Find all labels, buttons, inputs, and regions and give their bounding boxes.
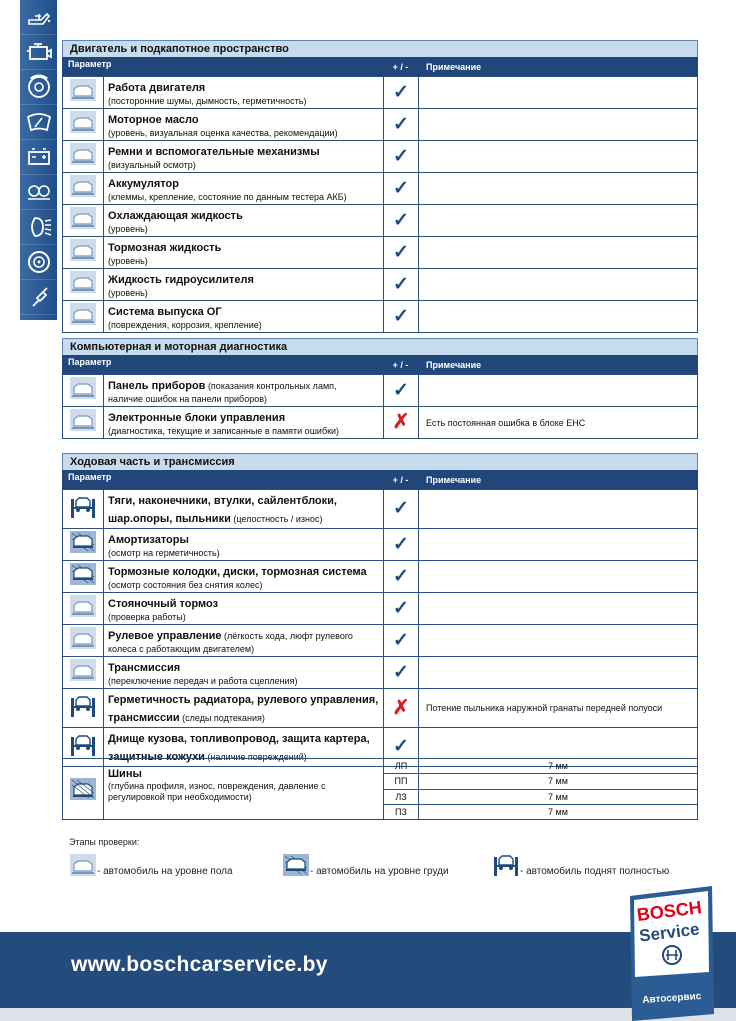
tire-position: ЛП <box>384 759 419 773</box>
cross-icon: ✗ <box>392 696 410 719</box>
tire-position: ПП <box>384 774 419 788</box>
legend-title: Этапы проверки: <box>69 837 140 847</box>
table-row <box>63 689 698 728</box>
level-floor-icon <box>63 407 104 439</box>
tire-level-icon <box>63 759 104 819</box>
level-floor-icon <box>63 625 104 657</box>
sidebar-oil-can-icon[interactable] <box>20 0 57 35</box>
spark-plug-icon <box>25 284 53 310</box>
section-title: Компьютерная и моторная диагностика <box>62 338 698 355</box>
checkmark-icon: ✓ <box>393 498 409 519</box>
col-note: Примечание <box>426 360 482 370</box>
note-cell <box>419 109 698 141</box>
param-name: Панель приборов <box>108 380 206 392</box>
sidebar-windshield-icon[interactable] <box>20 105 57 140</box>
sidebar-steering-icon[interactable] <box>20 175 57 210</box>
col-param: Параметр <box>68 357 112 367</box>
level-floor-icon <box>63 141 104 173</box>
col-status: + / - <box>392 62 409 72</box>
param-name: Тяги, наконечники, втулки, сайлентблоки, шар.опоры, пыльники <box>108 495 337 525</box>
col-param: Параметр <box>68 472 112 482</box>
param-name: Герметичность радиатора, рулевого управления, трансмиссии <box>108 694 379 724</box>
status-cell <box>384 529 419 561</box>
param-name: Трансмиссия <box>108 662 181 674</box>
checkmark-icon: ✓ <box>393 661 409 683</box>
checkmark-icon: ✓ <box>393 177 409 199</box>
table-row <box>63 625 698 657</box>
param-inline: (показания контрольных ламп, <box>205 381 337 391</box>
checkmark-icon: ✓ <box>393 629 409 651</box>
status-cell <box>384 561 419 593</box>
note-cell: Есть постоянная ошибка в блоке EHC <box>419 407 698 439</box>
param-desc: (посторонние шумы, дымность, герметичность) <box>108 96 307 106</box>
note-cell <box>419 375 698 407</box>
param-name: Стояночный тормоз <box>108 598 219 610</box>
windshield-icon <box>25 109 53 135</box>
table-row <box>63 301 698 333</box>
param-desc: (переключение передач и работа сцепления) <box>108 676 298 686</box>
section-title: Двигатель и подкапотное пространство <box>62 40 698 57</box>
logo-bosch-text: BOSCH <box>635 897 703 925</box>
legend-chest-label: - автомобиль на уровне груди <box>310 866 449 877</box>
param-desc: (осмотр на герметичность) <box>108 548 220 558</box>
logo-subtitle: Автосервис <box>641 990 702 1007</box>
section-2 <box>62 453 698 767</box>
param-desc: (уровень) <box>108 256 148 266</box>
table-row <box>63 205 698 237</box>
checkmark-icon: ✓ <box>393 379 409 401</box>
sidebar-spark-plug-icon[interactable] <box>20 280 57 315</box>
note-cell <box>419 237 698 269</box>
status-cell <box>384 407 419 439</box>
checkmark-icon: ✓ <box>393 209 409 231</box>
headlight-icon <box>25 214 53 240</box>
legend-floor-label: - автомобиль на уровне пола <box>97 866 233 877</box>
legend-chest <box>282 853 449 877</box>
tires-row <box>62 758 698 820</box>
tires-label: Шины <box>108 768 142 780</box>
param-desc: (визуальный осмотр) <box>108 160 196 170</box>
level-chest-icon <box>63 529 104 561</box>
table-row <box>63 109 698 141</box>
sidebar-engine-icon[interactable] <box>20 35 57 70</box>
section-1 <box>62 338 698 439</box>
param-name: Аккумулятор <box>108 178 179 190</box>
cross-icon: ✗ <box>392 411 410 433</box>
status-cell <box>384 593 419 625</box>
level-floor-icon <box>63 657 104 689</box>
table-row <box>63 77 698 109</box>
param-name: Тормозные колодки, диски, тормозная система <box>108 566 367 578</box>
tires-desc: (глубина профиля, износ, повреждения, давление с регулировкой при необходимости) <box>108 781 326 802</box>
param-name: Работа двигателя <box>108 82 206 94</box>
note-cell <box>419 173 698 205</box>
oil-can-icon <box>25 4 53 30</box>
tire-position: ЛЗ <box>384 790 419 804</box>
table-row <box>63 407 698 439</box>
note-cell <box>419 529 698 561</box>
checkmark-icon: ✓ <box>393 145 409 167</box>
table-row <box>63 529 698 561</box>
table-row <box>63 141 698 173</box>
status-cell <box>384 173 419 205</box>
checkmark-icon: ✓ <box>393 736 409 757</box>
legend-full-label: - автомобиль поднят полностью <box>520 866 670 877</box>
param-name: Жидкость гидроусилителя <box>108 274 254 286</box>
footer-url-link[interactable]: www.boschcarservice.by <box>71 953 328 976</box>
checkmark-icon: ✓ <box>393 241 409 263</box>
checkmark-icon: ✓ <box>393 597 409 619</box>
note-cell <box>419 490 698 529</box>
checkmark-icon: ✓ <box>393 81 409 103</box>
tire-row <box>384 805 697 819</box>
column-header <box>62 355 698 374</box>
tire-depth: 7 мм <box>548 791 568 802</box>
col-note: Примечание <box>426 62 482 72</box>
table-row <box>63 173 698 205</box>
status-cell <box>384 375 419 407</box>
tire-row <box>384 759 697 774</box>
section-title: Ходовая часть и трансмиссия <box>62 453 698 470</box>
sidebar-brake-disc-icon[interactable] <box>20 70 57 105</box>
status-cell <box>384 625 419 657</box>
param-name: Система выпуска ОГ <box>108 306 222 318</box>
note-cell: Потение пыльника наружной гранаты передней полуоси <box>419 689 698 728</box>
note-cell <box>419 205 698 237</box>
sidebar-wheel-icon[interactable] <box>20 245 57 280</box>
tire-position: ПЗ <box>384 805 419 819</box>
table-row <box>63 269 698 301</box>
status-cell <box>384 269 419 301</box>
tire-depth: 7 мм <box>548 776 568 787</box>
param-desc: (уровень, визуальная оценка качества, рекомендации) <box>108 128 338 138</box>
table-row <box>63 237 698 269</box>
col-status: + / - <box>392 360 409 370</box>
col-status: + / - <box>392 475 409 485</box>
param-desc: (уровень) <box>108 288 148 298</box>
level-floor-icon <box>63 375 104 407</box>
tire-row <box>384 774 697 789</box>
param-name: Рулевое управление <box>108 630 222 642</box>
steering-icon <box>25 179 53 205</box>
level-floor-icon <box>63 269 104 301</box>
param-name: Тормозная жидкость <box>108 242 222 254</box>
battery-icon <box>25 144 53 170</box>
table-row <box>63 561 698 593</box>
param-desc: (повреждения, коррозия, крепление) <box>108 320 262 330</box>
param-name: Моторное масло <box>108 114 199 126</box>
param-inline: (целостность / износ) <box>230 514 323 524</box>
level-chest-icon <box>63 561 104 593</box>
table-row <box>63 375 698 407</box>
status-cell <box>384 205 419 237</box>
param-name: Амортизаторы <box>108 534 189 546</box>
legend <box>62 837 722 877</box>
column-header <box>62 470 698 489</box>
table-row <box>63 490 698 529</box>
note-cell <box>419 625 698 657</box>
col-note: Примечание <box>426 475 482 485</box>
level-floor-icon <box>63 173 104 205</box>
note-cell <box>419 561 698 593</box>
level-full-icon <box>63 689 104 728</box>
bosch-service-logo <box>626 884 718 1021</box>
param-desc: наличие ошибок на панели приборов) <box>108 394 267 404</box>
tire-row <box>384 790 697 805</box>
checkmark-icon: ✓ <box>393 113 409 135</box>
checkmark-icon: ✓ <box>393 273 409 295</box>
level-floor-icon <box>63 237 104 269</box>
param-desc: (проверка работы) <box>108 612 186 622</box>
wheel-icon <box>25 249 53 275</box>
note-cell <box>419 269 698 301</box>
checkmark-icon: ✓ <box>393 533 409 555</box>
tire-depth: 7 мм <box>548 806 568 817</box>
category-sidebar <box>20 0 57 320</box>
status-cell <box>384 689 419 728</box>
legend-floor <box>69 853 233 877</box>
level-full-icon <box>63 490 104 529</box>
param-desc: колеса с работающим двигателем) <box>108 644 255 654</box>
level-floor-icon <box>63 205 104 237</box>
param-desc: (осмотр состояния без снятия колес) <box>108 580 263 590</box>
note-cell <box>419 593 698 625</box>
logo-service-text: Service <box>638 919 701 946</box>
status-cell <box>384 301 419 333</box>
level-floor-icon <box>63 77 104 109</box>
param-name: Электронные блоки управления <box>108 412 286 424</box>
level-floor-icon <box>63 109 104 141</box>
checkmark-icon: ✓ <box>393 305 409 327</box>
param-desc: (уровень) <box>108 224 148 234</box>
status-cell <box>384 657 419 689</box>
level-floor-icon <box>63 593 104 625</box>
status-cell <box>384 490 419 529</box>
tire-depth-grid <box>384 759 697 819</box>
section-0 <box>62 40 698 333</box>
note-cell <box>419 77 698 109</box>
status-cell <box>384 141 419 173</box>
param-name: Ремни и вспомогательные механизмы <box>108 146 320 158</box>
param-inline: (следы подтекания) <box>179 713 265 723</box>
brake-disc-icon <box>25 74 53 100</box>
param-desc: (диагностика, текущие и записанные в памяти ошибки) <box>108 426 340 436</box>
col-param: Параметр <box>68 59 112 69</box>
note-cell <box>419 141 698 173</box>
param-name: Днище кузова, топливопровод, защита картера, защитные кожухи <box>108 733 370 763</box>
tire-depth: 7 мм <box>548 761 568 771</box>
level-floor-icon <box>63 301 104 333</box>
checkmark-icon: ✓ <box>393 565 409 587</box>
note-cell <box>419 657 698 689</box>
param-name: Охлаждающая жидкость <box>108 210 243 222</box>
param-inline: (наличие повреждений) <box>204 752 307 762</box>
sidebar-headlight-icon[interactable] <box>20 210 57 245</box>
table-row <box>63 593 698 625</box>
column-header <box>62 57 698 76</box>
engine-icon <box>25 39 53 65</box>
table-row <box>63 657 698 689</box>
status-cell <box>384 237 419 269</box>
status-cell <box>384 77 419 109</box>
param-inline: (лёгкость хода, люфт рулевого <box>221 631 353 641</box>
param-desc: (клеммы, крепление, состояние по данным тестера АКБ) <box>108 192 347 202</box>
status-cell <box>384 109 419 141</box>
note-cell <box>419 301 698 333</box>
legend-full <box>492 853 669 877</box>
sidebar-battery-icon[interactable] <box>20 140 57 175</box>
